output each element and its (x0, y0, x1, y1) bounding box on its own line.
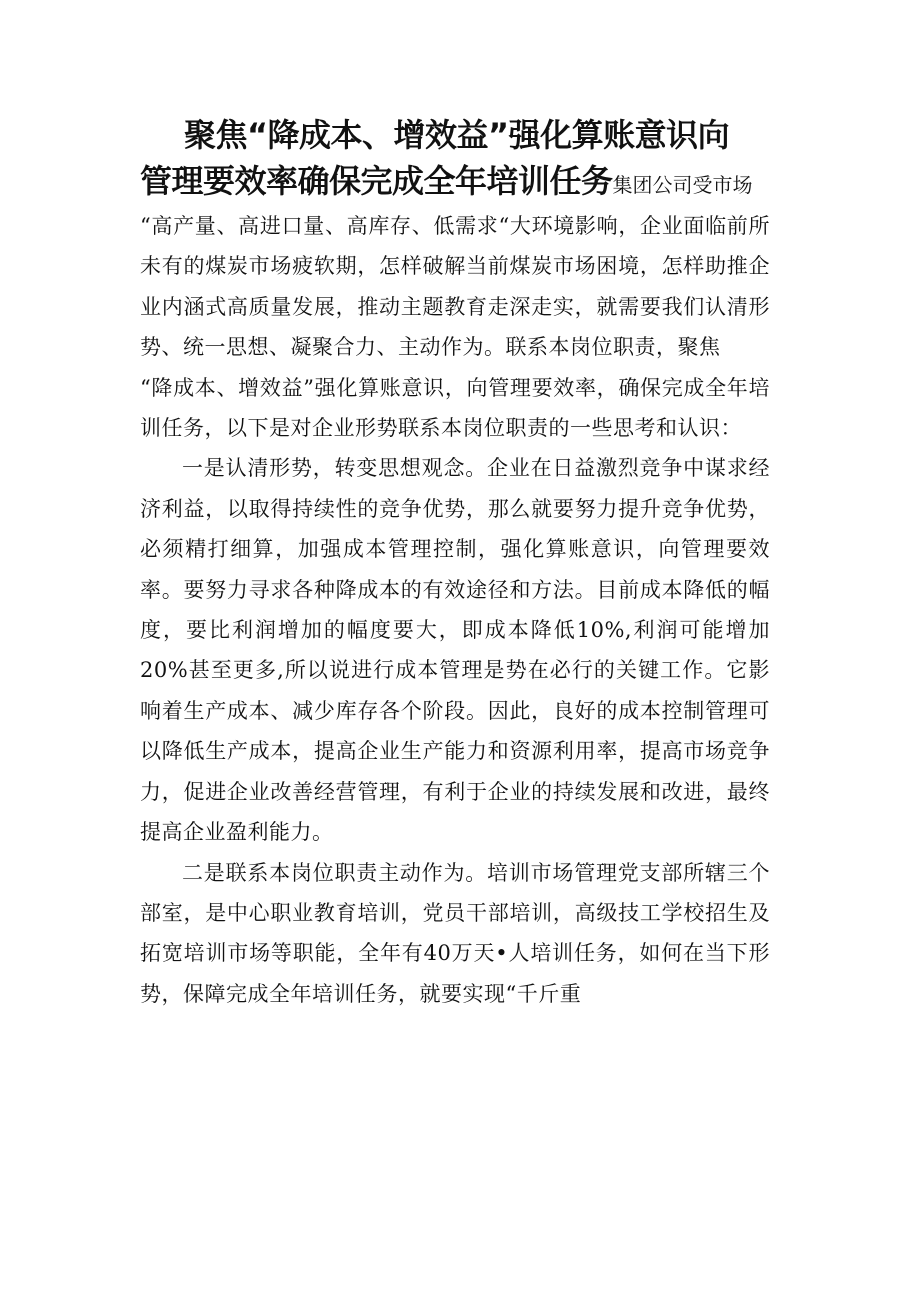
paragraph-1: “高产量、高进口量、高库存、低需求“大环境影响，企业面临前所未有的煤炭市场疲软期，怎样破解当前煤炭市场困境，怎样助推企业内涵式高质量发展，推动主题教育走深走实，就需要我们认清形势、统一思想、凝聚合力、主动作为。联系本岗位职责，聚焦 (140, 214, 770, 360)
paragraph-2: “降成本、增效益”强化算账意识，向管理要效率，确保完成全年培训任务，以下是对企业形势联系本岗位职责的一些思考和认识： (140, 375, 770, 441)
title-line-2 (140, 158, 770, 208)
document-page (140, 112, 770, 1014)
title-tail-text: 集团公司受市场 (612, 173, 753, 197)
paragraph-4: 二是联系本岗位职责主动作为。培训市场管理党支部所辖三个部室，是中心职业教育培训，党员干部培训，高级技工学校招生及拓宽培训市场等职能，全年有40万天•人培训任务，如何在当下形势，保障完成全年培训任务，就要实现“千斤重 (140, 860, 770, 1006)
paragraph-3: 一是认清形势，转变思想观念。企业在日益激烈竞争中谋求经济利益，以取得持续性的竞争优势，那么就要努力提升竞争优势，必须精打细算，加强成本管理控制，强化算账意识，向管理要效率。要努力寻求各种降成本的有效途径和方法。目前成本降低的幅度，要比利润增加的幅度要大，即成本降低10%,利润可能增加20%甚至更多,所以说进行成本管理是势在必行的关键工作。它影响着生产成本、减少库存各个阶段。因此，良好的成本控制管理可以降低生产成本，提高企业生产能力和资源利用率，提高市场竞争力，促进企业改善经营管理，有利于企业的持续发展和改进，最终提高企业盈利能力。 (140, 456, 770, 845)
title-line-1: 聚焦“降成本、增效益”强化算账意识向 (184, 116, 730, 154)
title-line-2-text: 管理要效率确保完成全年培训任务 (140, 162, 613, 200)
document-title (140, 112, 770, 208)
